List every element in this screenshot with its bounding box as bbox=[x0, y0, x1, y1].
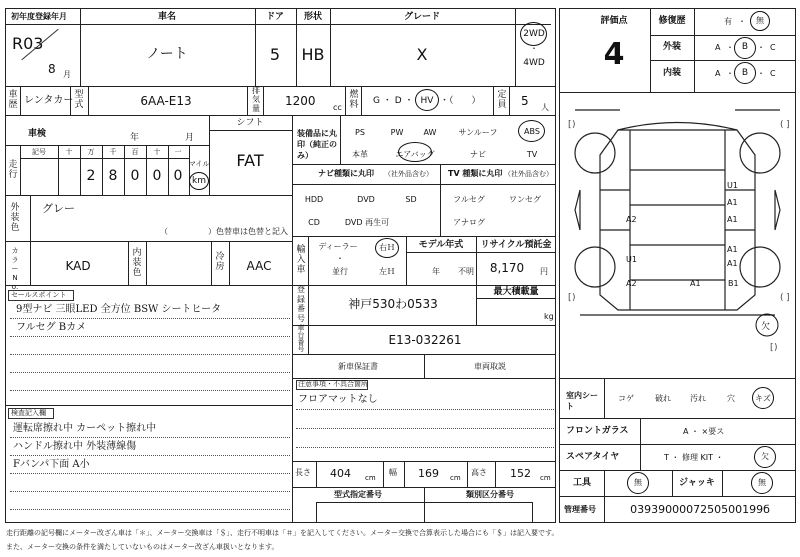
length-value: 404 bbox=[330, 467, 351, 480]
repair-label: 修復歴 bbox=[658, 16, 686, 26]
mileage-digit-3: 0 bbox=[130, 168, 140, 184]
shift-label: シフト bbox=[236, 118, 264, 128]
import-dealer: ディーラー bbox=[318, 242, 358, 251]
diagram-mark-a1-b: A1 bbox=[727, 215, 738, 224]
jack-value: 無 bbox=[758, 478, 766, 487]
model-value: 6AA-E13 bbox=[140, 94, 192, 108]
model-year-label: モデル年式 bbox=[418, 240, 464, 250]
fuel-label: 燃料 bbox=[349, 90, 359, 110]
displacement-cc: cc bbox=[333, 103, 342, 112]
mileage-header-1: 万 bbox=[87, 148, 95, 156]
tv-analog: アナログ bbox=[453, 218, 485, 227]
sales-points-label: セールスポイント bbox=[11, 291, 67, 299]
category-label: 類別区分番号 bbox=[466, 490, 514, 499]
management-label: 管理番号 bbox=[564, 505, 596, 514]
interior-sep-1: ・ bbox=[726, 69, 734, 78]
mileage-header-0: 十 bbox=[65, 148, 73, 156]
car-name-label: 車名 bbox=[157, 12, 177, 22]
fuel-selected: HV bbox=[420, 96, 434, 106]
exterior-sep-2: ・ bbox=[757, 43, 765, 52]
mileage-sub-label: 記号 bbox=[32, 148, 46, 156]
length-cm: cm bbox=[365, 474, 376, 482]
interior-grade-label: 内装 bbox=[662, 68, 682, 78]
repair-no: 無 bbox=[756, 16, 764, 25]
diagram-mark-a1-d: A1 bbox=[727, 259, 738, 268]
sales-point-line-1: 9型ナビ 三眼LED 全方位 BSW シートヒータ bbox=[16, 304, 222, 315]
ac-label: 冷房 bbox=[215, 252, 225, 272]
shape-value: HB bbox=[301, 45, 325, 64]
shift-value: FAT bbox=[236, 151, 264, 170]
exterior-grade-b: B bbox=[741, 42, 749, 52]
height-label: 高さ bbox=[471, 468, 487, 477]
door-label: ドア bbox=[266, 12, 284, 22]
repair-yes: 有 bbox=[724, 17, 732, 26]
sales-point-line-2: フルセグ Bカメ bbox=[16, 322, 87, 333]
tv-fullseg: フルセグ bbox=[453, 195, 485, 204]
diagram-mark-u1-b: U1 bbox=[626, 255, 637, 264]
interior-color-label: 内装色 bbox=[132, 248, 142, 278]
svg-text:[: [ bbox=[568, 120, 572, 130]
equip-pw: PW bbox=[390, 128, 404, 137]
capacity-unit: 人 bbox=[541, 103, 549, 112]
nav-label-small: （社外品含む） bbox=[384, 170, 433, 178]
equip-abs: ABS bbox=[524, 127, 540, 136]
height-value: 152 bbox=[510, 467, 531, 480]
diagram-mark-a2-b: A2 bbox=[626, 279, 637, 288]
tv-oneseg: ワンセグ bbox=[509, 195, 541, 204]
width-value: 169 bbox=[418, 467, 439, 480]
mileage-digit-2: 8 bbox=[108, 168, 118, 184]
svg-text:): ) bbox=[572, 120, 576, 130]
ac-value: AAC bbox=[246, 259, 272, 273]
notes-value: フロアマットなし bbox=[298, 394, 378, 405]
exterior-grade-c: C bbox=[770, 43, 776, 52]
first-reg-month: 8 bbox=[48, 62, 56, 76]
svg-text:[: [ bbox=[770, 343, 774, 353]
fuel-paren: ・（ ） bbox=[440, 96, 481, 106]
diagram-mark-a1-c: A1 bbox=[727, 245, 738, 254]
manual-label: 車両取説 bbox=[474, 362, 506, 371]
score-value: 4 bbox=[603, 37, 625, 72]
car-name-value: ノート bbox=[146, 46, 188, 62]
chassis-value: E13-032261 bbox=[388, 333, 462, 347]
inspector-line-2: ハンドル擦れ中 外装薄線傷 bbox=[13, 441, 137, 452]
nav-dvd: DVD bbox=[357, 195, 375, 204]
exterior-grade-a: A bbox=[715, 43, 721, 52]
inspection-year: 年 bbox=[130, 133, 140, 143]
exterior-color-note: （ ）色替車は色替と記入 bbox=[160, 227, 288, 236]
drive-dot: ・ bbox=[530, 44, 538, 53]
svg-text:]: ] bbox=[786, 120, 790, 130]
tv-label-small: （社外品含む） bbox=[504, 170, 553, 178]
usage-label: 車歴 bbox=[8, 90, 18, 110]
model-label: 型式 bbox=[74, 90, 84, 110]
svg-text:(: ( bbox=[780, 293, 784, 303]
model-year-unit: 年 bbox=[432, 267, 440, 276]
exterior-sep-1: ・ bbox=[726, 43, 734, 52]
windshield-options: A ・ ×要ス bbox=[683, 427, 725, 436]
mileage-header-5: 一 bbox=[174, 148, 182, 156]
model-year-unknown: 不明 bbox=[458, 267, 474, 276]
new-warranty-label: 新車保証書 bbox=[338, 362, 378, 371]
grade-label: グレード bbox=[403, 12, 441, 22]
usage-value: レンタカー bbox=[24, 95, 74, 106]
nav-hdd: HDD bbox=[304, 195, 324, 204]
mileage-header-3: 百 bbox=[131, 148, 139, 156]
displacement-label: 排気量 bbox=[252, 86, 260, 113]
color-no-value: KAD bbox=[65, 259, 91, 273]
diagram-mark-a1-a: A1 bbox=[727, 198, 738, 207]
nav-cd: CD bbox=[308, 218, 320, 227]
interior-grade-b: B bbox=[741, 68, 749, 78]
notes-label: 注意事項・不具合箇所 bbox=[298, 380, 368, 388]
svg-text:(: ( bbox=[780, 120, 784, 130]
equip-aw: AW bbox=[423, 128, 437, 137]
color-no-label: カラーNo. bbox=[11, 247, 19, 291]
mileage-digit-1: 2 bbox=[86, 168, 96, 184]
svg-text:]: ] bbox=[786, 293, 790, 303]
first-reg-label: 初年度登録年月 bbox=[11, 12, 67, 21]
spare-tire-selected: 欠 bbox=[761, 452, 769, 461]
diagram-mark-missing: 欠 bbox=[761, 322, 771, 332]
interior-seat-label: 室内シート bbox=[566, 391, 598, 411]
nav-label: ナビ種類に丸印 bbox=[318, 169, 374, 178]
recycle-label: リサイクル預託金 bbox=[480, 240, 552, 250]
tools-value: 無 bbox=[634, 478, 642, 487]
diagram-mark-b1: B1 bbox=[728, 279, 739, 288]
grade-value: X bbox=[416, 45, 428, 64]
footer-line-1: 走行距離の記号欄にメーター改ざん車は「＊」、メーター交換車は「＄」、走行不明車は「＃」を記入してください。メーター交換で合算表示した場合にも「＄」は記入要です。 bbox=[6, 529, 559, 537]
mileage-digit-4: 0 bbox=[152, 168, 162, 184]
door-value: 5 bbox=[269, 45, 281, 64]
recycle-value: 8,170 bbox=[489, 261, 525, 275]
steering-left: 左Ｈ bbox=[379, 267, 395, 276]
tools-label: 工具 bbox=[573, 478, 592, 488]
footer-line-2: また、メーター交換の条件を満たしていないものはメーター改ざん車扱いとなります。 bbox=[6, 543, 279, 551]
nav-sd: SD bbox=[405, 195, 417, 204]
mileage-digit-5: 0 bbox=[173, 168, 183, 184]
fuel-options: G ・ D ・ bbox=[373, 96, 414, 106]
first-reg-value: R03 bbox=[12, 34, 44, 53]
inspection-label: 車検 bbox=[28, 129, 47, 139]
max-load-kg: kg bbox=[544, 312, 554, 321]
width-cm: cm bbox=[450, 474, 461, 482]
svg-text:[: [ bbox=[568, 293, 572, 303]
tv-label: TV 種類に丸印 bbox=[448, 169, 503, 178]
type-designation-label: 型式指定番号 bbox=[334, 490, 382, 499]
svg-text:): ) bbox=[774, 343, 778, 353]
car-damage-diagram bbox=[560, 95, 795, 375]
score-label: 評価点 bbox=[600, 16, 628, 26]
import-parallel: 並行 bbox=[332, 267, 348, 276]
chassis-label: 車台番号 bbox=[297, 324, 305, 353]
interior-grade-a: A bbox=[715, 69, 721, 78]
diagram-mark-a1-e: A1 bbox=[690, 279, 701, 288]
capacity-label: 定員 bbox=[497, 90, 507, 110]
seat-option-tear: 破れ bbox=[655, 394, 671, 403]
displacement-value: 1200 bbox=[285, 94, 316, 108]
seat-option-burn: コゲ bbox=[618, 394, 634, 403]
nav-dvd-play: DVD 再生可 bbox=[344, 218, 390, 227]
equip-ps: PS bbox=[355, 128, 365, 137]
mileage-header-4: 十 bbox=[153, 148, 161, 156]
shape-label: 形状 bbox=[303, 12, 323, 22]
equip-sunroof: サンルーフ bbox=[458, 128, 498, 137]
spare-tire-label: スペアタイヤ bbox=[566, 452, 620, 462]
exterior-color-value: グレー bbox=[42, 202, 75, 215]
max-load-label: 最大積載量 bbox=[493, 287, 539, 297]
mileage-header-2: 千 bbox=[109, 148, 117, 156]
equip-navi: ナビ bbox=[470, 150, 486, 159]
inspector-label: 検査記入欄 bbox=[11, 409, 46, 417]
spare-tire-options: T ・ 修理 KIT ・ bbox=[664, 453, 724, 462]
mileage-label: 走行 bbox=[8, 160, 18, 180]
exterior-color-label: 外装色 bbox=[10, 203, 20, 233]
recycle-yen: 円 bbox=[540, 267, 548, 276]
first-reg-month-unit: 月 bbox=[63, 70, 71, 79]
inspector-line-3: Fバンパ下面 A小 bbox=[13, 459, 90, 470]
diagram-mark-u1-a: U1 bbox=[727, 181, 738, 190]
interior-sep-2: ・ bbox=[757, 69, 765, 78]
windshield-label: フロントガラス bbox=[566, 426, 629, 436]
drive-4wd: 4WD bbox=[523, 58, 545, 68]
diagram-mark-a2-a: A2 bbox=[626, 215, 637, 224]
length-label: 長さ bbox=[295, 468, 311, 477]
equip-leather: 本革 bbox=[352, 150, 368, 159]
width-label: 幅 bbox=[389, 468, 397, 477]
height-cm: cm bbox=[540, 474, 551, 482]
mileage-unit-selected: km bbox=[192, 176, 206, 186]
seat-option-scratch: キズ bbox=[755, 394, 771, 403]
exterior-grade-label: 外装 bbox=[662, 42, 682, 52]
registration-value: 神戸530わ0533 bbox=[348, 297, 438, 311]
repair-dot: ・ bbox=[738, 17, 746, 26]
import-dot: ・ bbox=[336, 254, 344, 263]
drive-2wd: 2WD bbox=[523, 29, 545, 39]
steering-right: 右Ｈ bbox=[379, 243, 395, 252]
inspector-line-1: 運転席擦れ中 カーペット擦れ中 bbox=[13, 423, 157, 434]
svg-text:): ) bbox=[572, 293, 576, 303]
capacity-value: 5 bbox=[521, 94, 529, 108]
equip-tv: TV bbox=[526, 150, 538, 159]
jack-label: ジャッキ bbox=[679, 478, 715, 488]
seat-option-hole: 穴 bbox=[727, 394, 735, 403]
equip-airbag: エアバッグ bbox=[395, 150, 435, 159]
mileage-unit-label: マイル bbox=[188, 160, 210, 168]
registration-label: 登録番号 bbox=[297, 285, 305, 323]
import-label: 輸入車 bbox=[296, 245, 306, 275]
equipment-label: 装備品に丸印（純正のみ） bbox=[297, 129, 337, 160]
management-value: 0393900007250500199б bbox=[630, 503, 770, 516]
inspection-month: 月 bbox=[185, 133, 195, 143]
seat-option-dirt: 汚れ bbox=[690, 394, 706, 403]
interior-grade-c: C bbox=[770, 69, 776, 78]
